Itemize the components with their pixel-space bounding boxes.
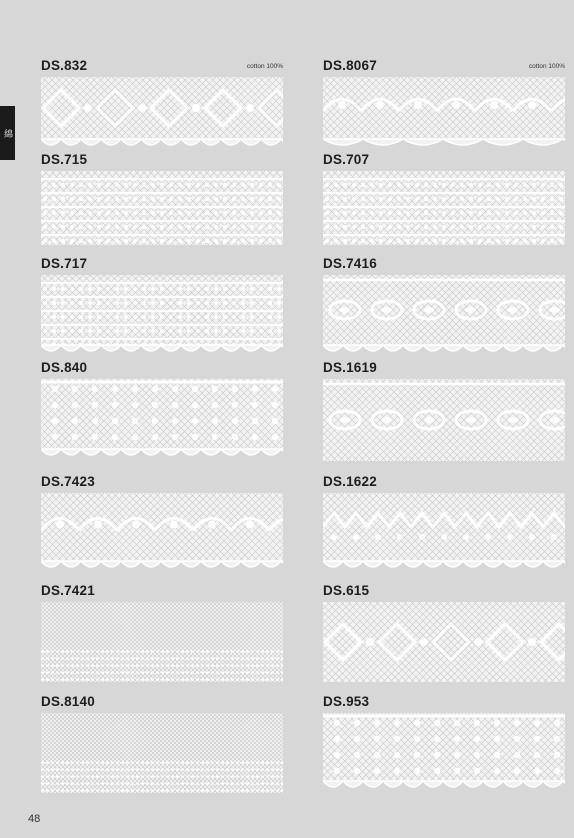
lace-swatch — [41, 493, 283, 573]
page-number: 48 — [28, 813, 41, 825]
lace-item — [323, 694, 565, 793]
lace-item — [323, 152, 565, 245]
fiber-note: cotton 100% — [528, 63, 565, 70]
lace-swatch — [41, 171, 283, 245]
lace-swatch — [323, 493, 565, 573]
lace-image — [323, 493, 565, 573]
lace-item — [323, 256, 565, 357]
lace-image — [323, 275, 565, 357]
lace-item — [323, 58, 565, 151]
lace-image — [41, 77, 283, 151]
lace-code: DS.7416 — [323, 256, 377, 271]
lace-scallop-edge — [323, 561, 565, 567]
lace-swatch — [323, 602, 565, 682]
section-tab: 綿 — [0, 106, 15, 160]
lace-code: DS.7423 — [41, 474, 95, 489]
lace-code: DS.840 — [41, 360, 88, 375]
lace-image — [41, 493, 283, 573]
lace-code: DS.1622 — [323, 474, 377, 489]
lace-swatch — [41, 713, 283, 793]
lace-swatch — [41, 275, 283, 357]
lace-code: DS.953 — [323, 694, 370, 709]
lace-scallop-edge — [323, 345, 565, 351]
lace-image — [41, 379, 283, 461]
lace-code: DS.832 — [41, 58, 88, 73]
lace-scallop-edge — [41, 449, 283, 455]
lace-item — [41, 694, 283, 793]
lace-scallop-edge — [41, 561, 283, 567]
lace-swatch — [323, 275, 565, 357]
lace-swatch — [323, 713, 565, 793]
lace-scallop-edge — [323, 781, 565, 787]
lace-image — [323, 77, 565, 151]
lace-item — [41, 58, 283, 151]
lace-swatch — [41, 602, 283, 682]
lace-image — [323, 713, 565, 793]
lace-code: DS.707 — [323, 152, 370, 167]
lace-code: DS.1619 — [323, 360, 377, 375]
lace-item — [323, 360, 565, 461]
lace-code: DS.615 — [323, 583, 370, 598]
lace-item — [41, 583, 283, 682]
lace-item — [41, 474, 283, 573]
lace-item — [323, 474, 565, 573]
lace-code: DS.8067 — [323, 58, 377, 73]
lace-swatch — [323, 171, 565, 245]
lace-image — [323, 602, 565, 682]
lace-image — [323, 171, 565, 245]
lace-scallop-edge — [323, 139, 565, 145]
lace-item — [41, 152, 283, 245]
lace-code: DS.717 — [41, 256, 88, 271]
lace-image — [41, 602, 283, 682]
lace-scallop-edge — [41, 139, 283, 145]
lace-item — [323, 583, 565, 682]
lace-swatch — [41, 77, 283, 151]
lace-code: DS.715 — [41, 152, 88, 167]
lace-item — [41, 256, 283, 357]
lace-image — [41, 275, 283, 357]
lace-swatch — [323, 77, 565, 151]
fiber-note: cotton 100% — [246, 63, 283, 70]
lace-image — [41, 171, 283, 245]
lace-scallop-edge — [41, 345, 283, 351]
lace-swatch — [41, 379, 283, 461]
lace-code: DS.8140 — [41, 694, 95, 709]
lace-code: DS.7421 — [41, 583, 95, 598]
lace-image — [323, 379, 565, 461]
lace-swatch — [323, 379, 565, 461]
lace-image — [41, 713, 283, 793]
lace-item — [41, 360, 283, 461]
